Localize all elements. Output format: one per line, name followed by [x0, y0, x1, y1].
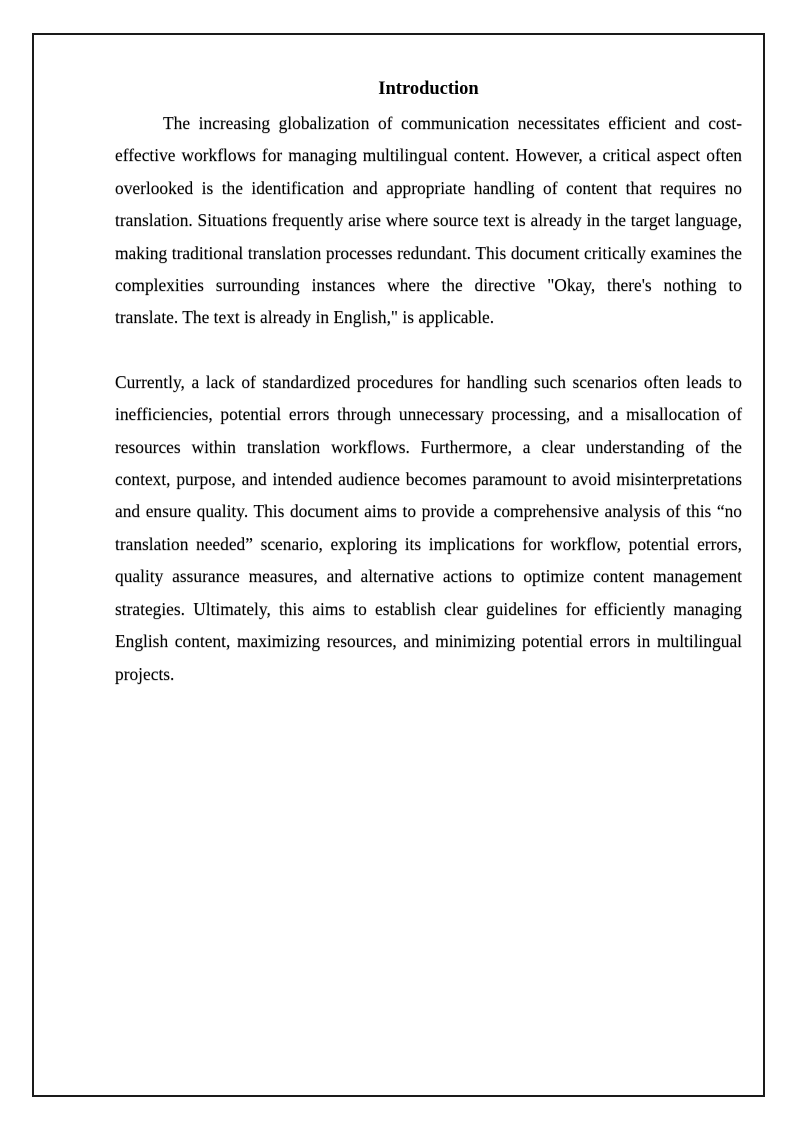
- paragraph-1: The increasing globalization of communication necessitates efficient and cost-effective workflows for managing multilingual content. However, a critical aspect often overlooked is the identification and appropriate handling of content that requires no translation. Situations frequently arise where source text is already in the target language, making traditional translation processes redundant. This document critically examines the complexities surrounding instances where the directive "Okay, there's nothing to translate. The text is already in English," is applicable.: [115, 113, 742, 328]
- paragraph-2: Currently, a lack of standardized procedures for handling such scenarios often leads to inefficiencies, potential errors through unnecessary processing, and a misallocation of resources within translation workflows. Furthermore, a clear understanding of the context, purpose, and intended audience becomes paramount to avoid misinterpretations and ensure quality. This document aims to provide a comprehensive analysis of this “no translation needed” scenario, exploring its implications for workflow, potential errors, quality assurance measures, and alternative actions to optimize content management strategies. Ultimately, this aims to establish clear guidelines for efficiently managing English content, maximizing resources, and minimizing potential errors in multilingual projects.: [115, 371, 742, 684]
- page-title: Introduction: [378, 79, 479, 99]
- paragraph-spacer: [115, 334, 742, 366]
- document-body: [115, 75, 742, 690]
